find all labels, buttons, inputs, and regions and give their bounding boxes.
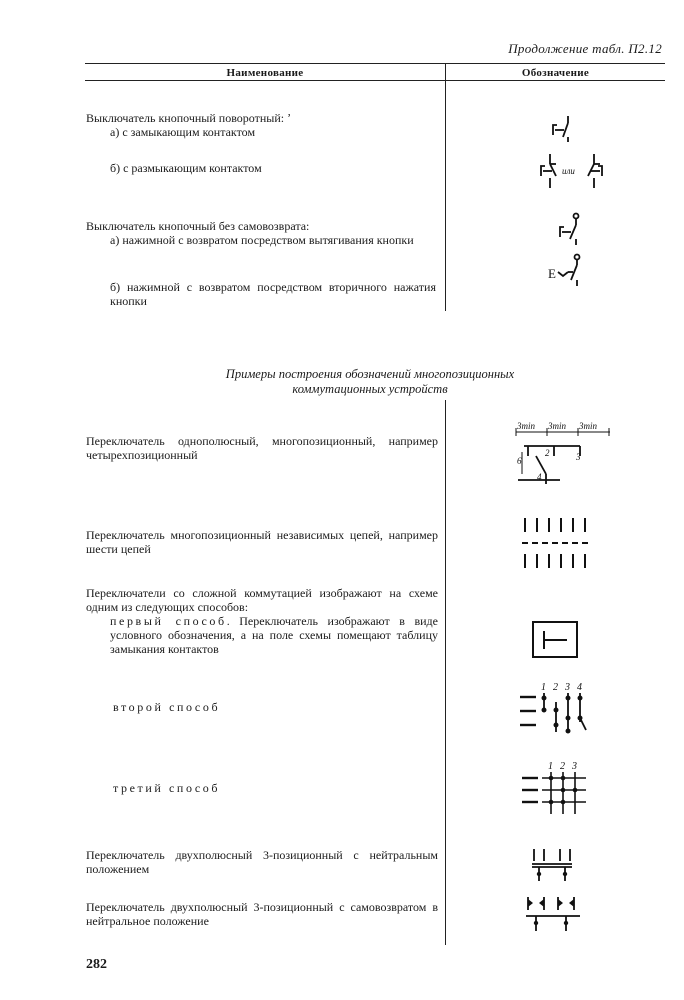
- position-number: 1: [541, 682, 546, 693]
- position-number: 3: [565, 682, 570, 693]
- multi-circuit-switch-text: Переключатель многопозиционный независимых цепей, например шести цепей: [86, 528, 438, 556]
- second-way-switch-symbol: [516, 680, 594, 740]
- twopole-neutral-switch-symbol: [530, 843, 576, 883]
- twopole-return-switch-symbol: [524, 893, 586, 933]
- rotary-switch-item-a: а) с замыкающим контактом: [110, 125, 256, 139]
- first-way-label: первый способ: [110, 614, 227, 628]
- column-header-symbol: Обозначение: [521, 67, 590, 79]
- dim-label: 3min: [548, 421, 566, 431]
- first-way-text: [110, 614, 438, 656]
- rotary-switch-item-b: б) с размыкающим контактом: [110, 161, 262, 175]
- second-press-label: E: [548, 266, 556, 281]
- six-circuit-switch-symbol: [520, 516, 590, 572]
- twopole-switch-text: Переключатель двухполюсный 3-позиционный с нейтральным положением: [86, 848, 438, 876]
- onepole-switch-text: Переключатель однополюсный, многопозиционный, например четырехпозиционный: [86, 434, 438, 462]
- dim-label: 3min: [517, 421, 535, 431]
- dim-label: 6: [517, 456, 522, 466]
- page-number: 282: [86, 957, 107, 972]
- position-number: 1: [548, 761, 553, 772]
- table-header-rule: [85, 80, 665, 81]
- dim-label: 2: [545, 448, 550, 458]
- first-way-switch-symbol: [531, 620, 579, 660]
- position-number: 2: [560, 761, 565, 772]
- second-press-return-switch-symbol: [547, 253, 587, 287]
- table-continuation-label: Продолжение табл. П2.12: [508, 41, 662, 56]
- noreturn-switch-item-b: б) нажимной с возвратом посредством вторичного нажатия кнопки: [110, 280, 436, 308]
- position-number: 3: [572, 761, 577, 772]
- onepole-multiposition-switch-symbol: [510, 418, 620, 490]
- dim-label: 3min: [579, 421, 597, 431]
- column-divider-top: [445, 63, 446, 311]
- first-way-description: . Переключатель изображают в виде условного обозначения, а на поле схемы помещают таблицу замыкания контактов: [110, 614, 438, 656]
- twopole-return-switch-text: Переключатель двухполюсный 3-позиционный с самовозвратом в нейтральное положение: [86, 900, 438, 928]
- column-divider-bottom: [445, 400, 446, 945]
- complex-switch-intro: Переключатели со сложной коммутацией изображают на схеме одним из следующих способов:: [86, 586, 438, 614]
- section-title-line1: Примеры построения обозначений многопозиционных: [225, 367, 515, 381]
- rotary-break-contact-symbol: [538, 152, 608, 190]
- pull-return-switch-symbol: [555, 212, 585, 246]
- section-title-line2: коммутационных устройств: [292, 382, 448, 396]
- column-header-name: Наименование: [226, 67, 304, 79]
- table-top-rule: [85, 63, 665, 64]
- dim-label: 4: [537, 472, 542, 482]
- position-number: 4: [577, 682, 582, 693]
- rotary-or-label: или: [562, 166, 575, 176]
- second-way-label: второй способ: [113, 700, 221, 714]
- rotary-make-contact-symbol: [548, 115, 578, 143]
- third-way-switch-symbol: [520, 760, 590, 820]
- noreturn-switch-item-a: а) нажимной с возвратом посредством вытягивания кнопки: [110, 233, 414, 247]
- rotary-switch-title: Выключатель кнопочный поворотный: ʼ: [86, 111, 292, 125]
- dim-label: 3: [576, 452, 581, 462]
- third-way-label: третий способ: [113, 781, 221, 795]
- noreturn-switch-title: Выключатель кнопочный без самовозврата:: [86, 219, 310, 233]
- position-number: 2: [553, 682, 558, 693]
